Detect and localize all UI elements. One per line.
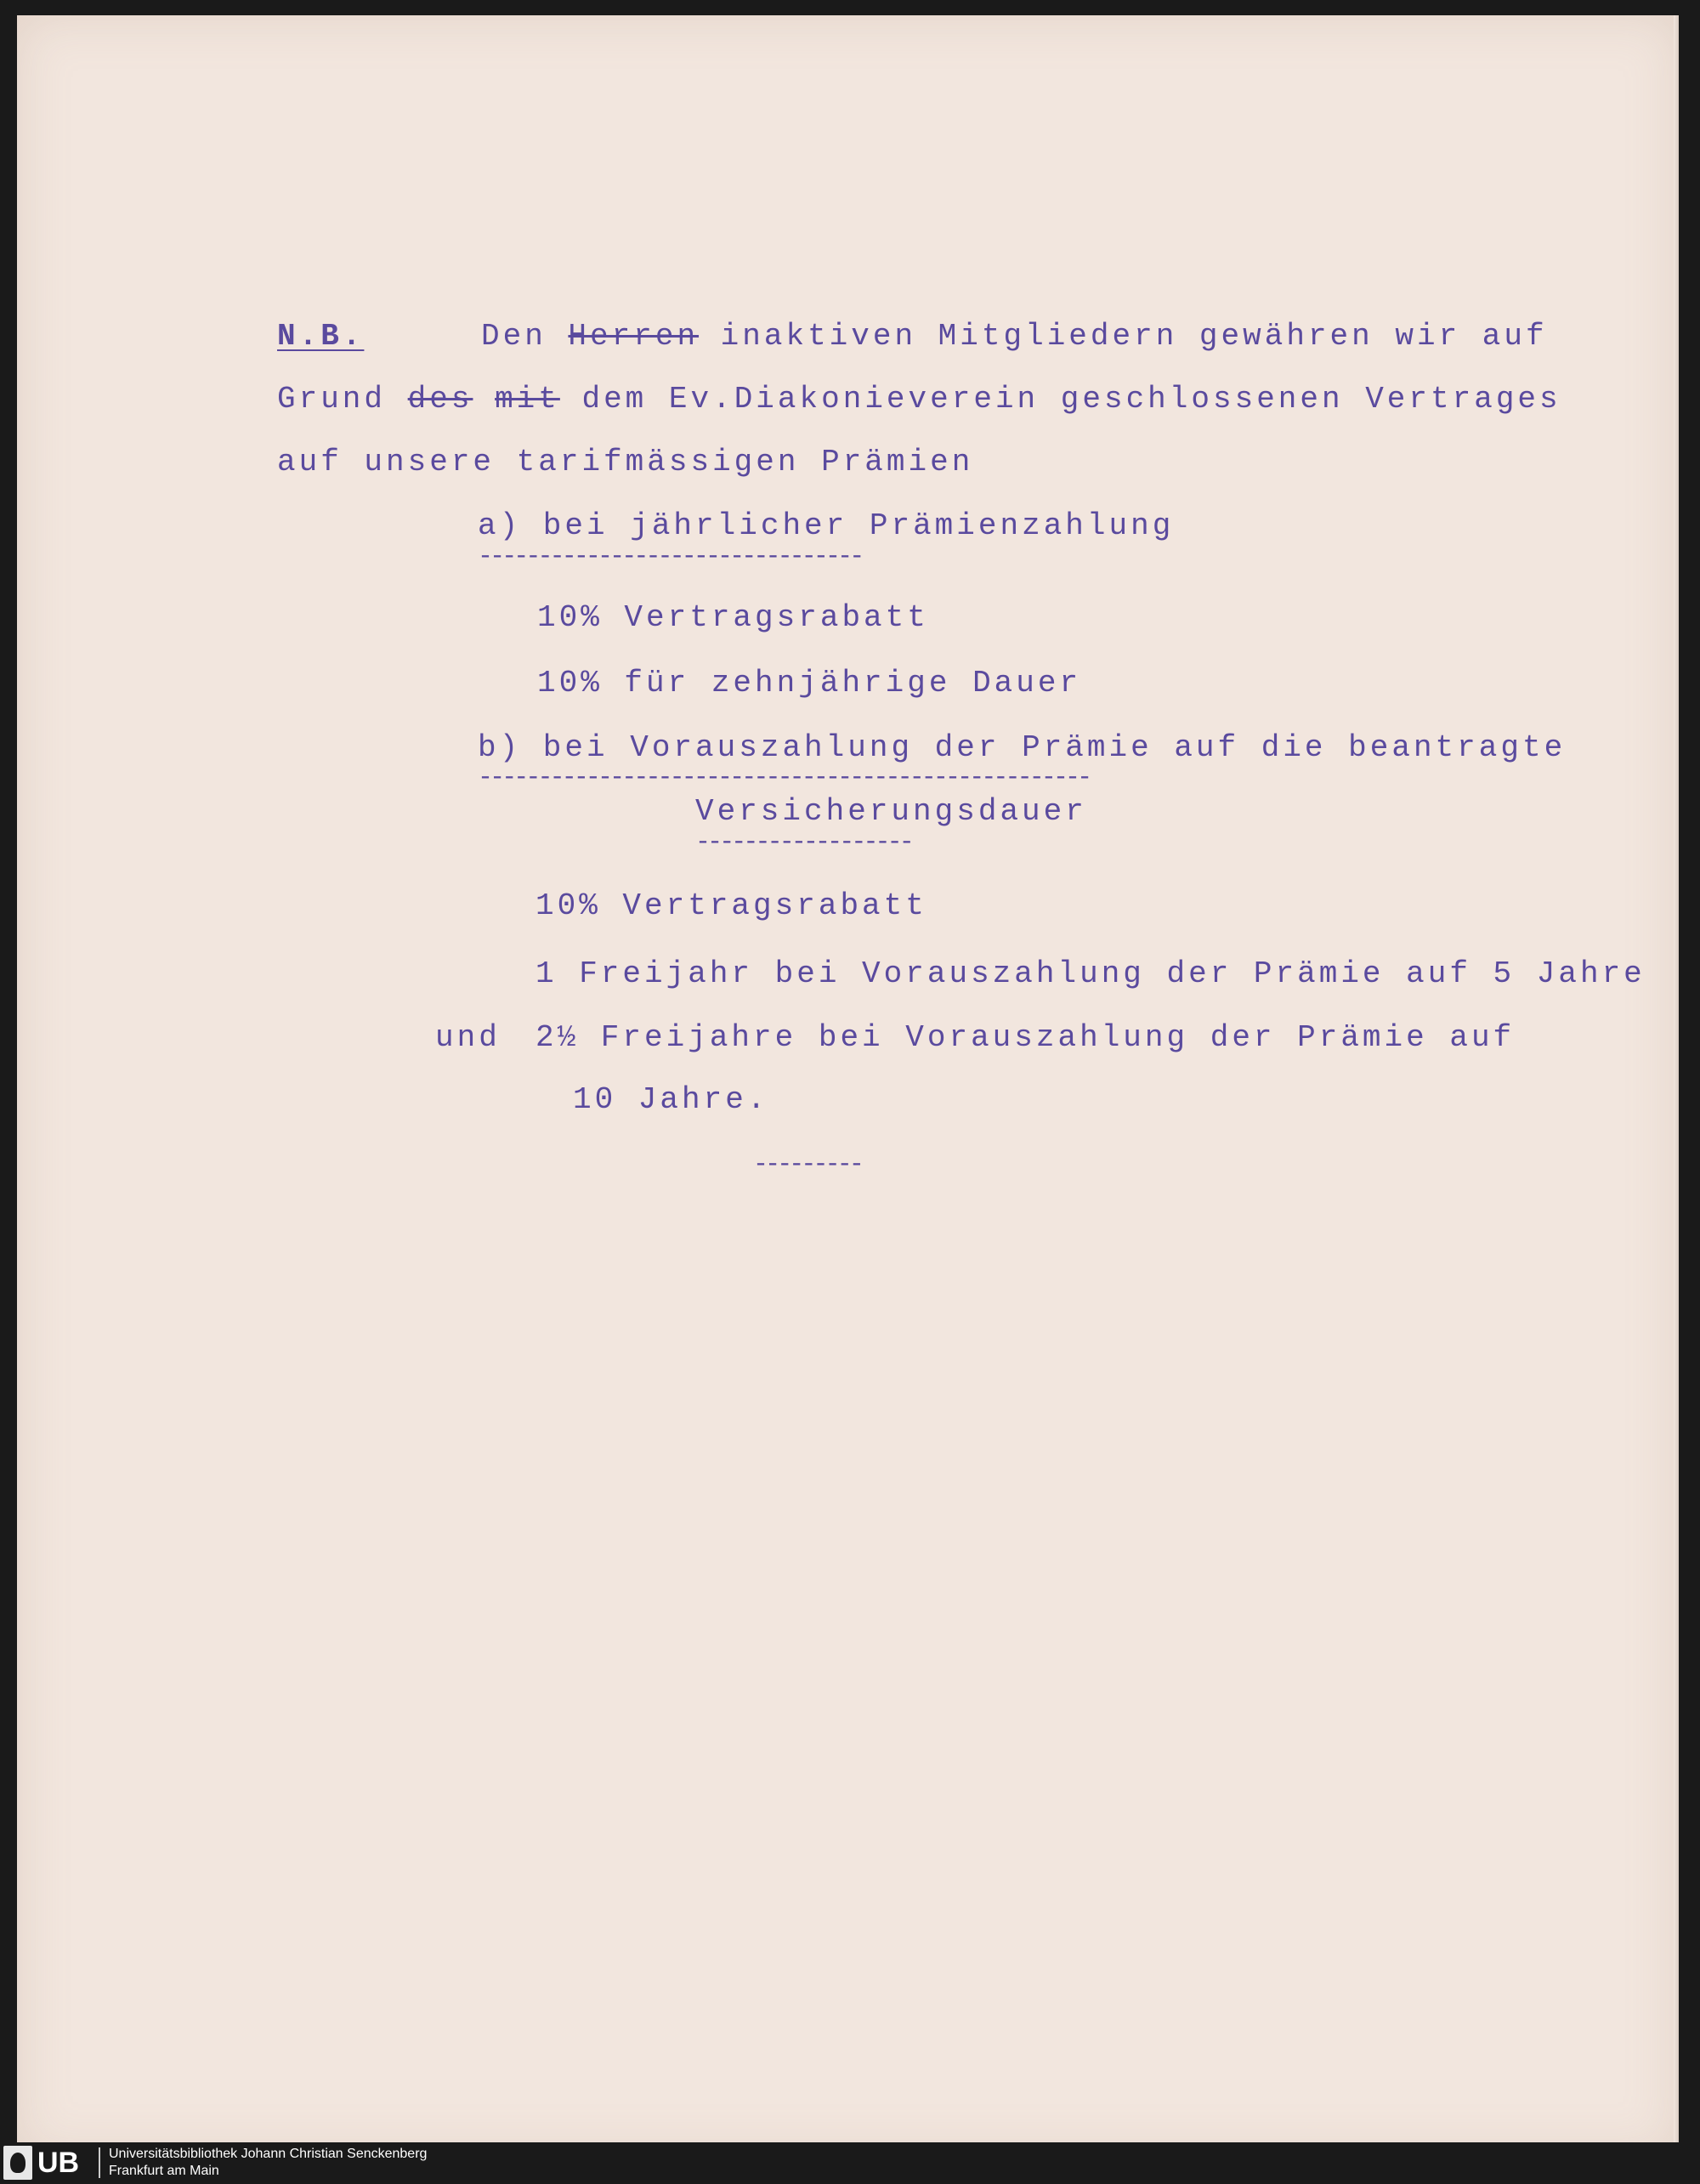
line-2-struck-word-1: des xyxy=(407,382,473,417)
line-2-struck-word-2: mit xyxy=(495,382,560,417)
item-a-line-2: 10% für zehnjährige Dauer xyxy=(537,666,1082,701)
item-a-line-1: 10% Vertragsrabatt xyxy=(537,600,929,635)
item-b-heading-continued-underline: ------------------ xyxy=(695,828,911,857)
ub-logo xyxy=(3,2146,97,2180)
paper-edge xyxy=(1674,15,1679,2158)
line-3: auf unsere tarifmässigen Prämien xyxy=(277,445,974,479)
line-1-struck-word: Herren xyxy=(568,319,700,354)
ub-logo-text: UB xyxy=(37,2146,80,2179)
item-b-underline: --------------------------------------------------- xyxy=(478,763,1090,792)
item-b-line-2: 1 Freijahr bei Vorauszahlung der Prämie auf 5 Jahre xyxy=(536,956,1646,991)
item-b-heading-continued: Versicherungsdauer xyxy=(695,794,1087,829)
footer-bar xyxy=(0,2142,1700,2184)
line-2-rest: dem Ev.Diakonieverein geschlossenen Vertrages xyxy=(559,382,1561,417)
footer-divider xyxy=(99,2147,100,2178)
item-a-heading: a) bei jährlicher Prämienzahlung xyxy=(478,508,1175,543)
item-b-line-1: 10% Vertragsrabatt xyxy=(536,888,927,923)
item-b-line-4: 10 Jahre. xyxy=(573,1082,769,1117)
line-2-start: Grund xyxy=(277,382,387,417)
item-b-heading: b) bei Vorauszahlung der Prämie auf die beantragte xyxy=(478,730,1567,765)
item-b-und: und xyxy=(435,1020,501,1055)
library-emblem-icon xyxy=(3,2146,32,2180)
line-1-rest: inaktiven Mitgliedern gewähren wir auf xyxy=(699,319,1548,354)
nb-label: N.B. xyxy=(277,319,365,354)
footer-library-name: Universitätsbibliothek Johann Christian Senckenberg xyxy=(109,2147,428,2161)
closing-dash-line: --------- xyxy=(753,1150,861,1179)
item-a-underline: -------------------------------- xyxy=(478,542,862,571)
line-1 xyxy=(481,321,1548,352)
item-b-line-3: 2½ Freijahre bei Vorauszahlung der Prämie auf xyxy=(536,1020,1516,1055)
line-2 xyxy=(277,384,1561,415)
line-1-start: Den xyxy=(481,319,547,354)
footer-city: Frankfurt am Main xyxy=(109,2164,219,2178)
